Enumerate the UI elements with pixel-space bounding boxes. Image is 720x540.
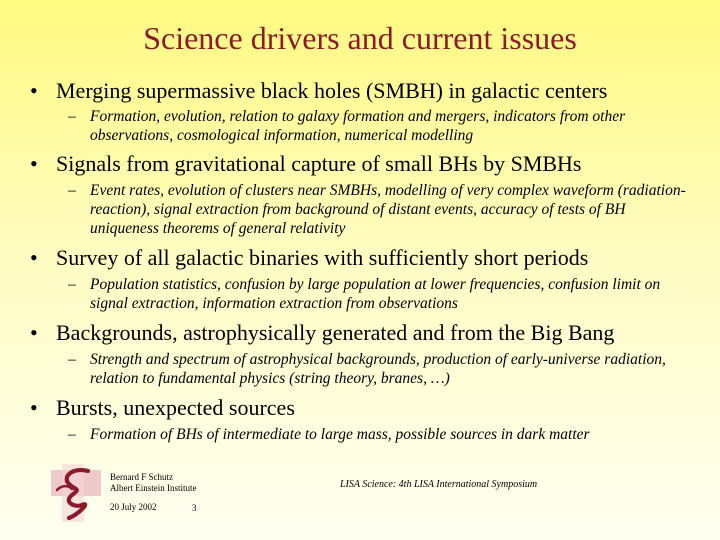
sub-item [68, 275, 688, 313]
bullet-item [30, 245, 588, 271]
sub-text: Formation of BHs of intermediate to large mass, possible sources in dark matter [90, 426, 590, 443]
sub-item [68, 181, 688, 238]
sub-dash: – [68, 351, 76, 368]
bullet-dot: • [30, 320, 38, 345]
footer-date: 20 July 2002 [110, 502, 157, 512]
sub-dash: – [68, 182, 76, 199]
footer-page-number: 3 [192, 503, 197, 513]
bullet-item [30, 151, 582, 177]
sub-text: Population statistics, confusion by large population at lower frequencies, confusion limit on signal extraction, information extraction from observations [90, 276, 661, 312]
bullet-item [30, 78, 607, 104]
sub-dash: – [68, 276, 76, 293]
bullet-dot: • [30, 78, 38, 103]
footer-author: Bernard F Schutz [110, 472, 173, 482]
bullet-item [30, 320, 614, 346]
footer-conference: LISA Science: 4th LISA International Symposium [340, 479, 538, 490]
sub-text: Formation, evolution, relation to galaxy formation and mergers, indicators from other observations, cosmological information, numerical modelling [90, 108, 626, 144]
sub-text: Event rates, evolution of clusters near SMBHs, modelling of very complex waveform (radiation-reaction), signal extraction from background of distant events, accuracy of tests of BH uniqueness theorems of general relativity [90, 182, 686, 237]
bullet-text: Backgrounds, astrophysically generated and from the Big Bang [56, 320, 615, 345]
bullet-text: Survey of all galactic binaries with sufficiently short periods [56, 245, 589, 270]
bullet-dot: • [30, 245, 38, 270]
bullet-dot: • [30, 395, 38, 420]
bullet-text: Bursts, unexpected sources [56, 395, 295, 420]
footer-institute: Albert Einstein Institute [110, 483, 197, 493]
sub-text: Strength and spectrum of astrophysical backgrounds, production of early-universe radiation, relation to fundamental physics (string theory, branes, …) [90, 351, 666, 387]
sub-dash: – [68, 426, 76, 443]
bullet-dot: • [30, 151, 38, 176]
bullet-text: Merging supermassive black holes (SMBH) in galactic centers [56, 78, 608, 103]
aei-logo-icon [48, 462, 106, 524]
sub-item [68, 425, 688, 444]
sub-item [68, 107, 688, 145]
bullet-text: Signals from gravitational capture of small BHs by SMBHs [56, 151, 582, 176]
bullet-item [30, 395, 295, 421]
sub-dash: – [68, 108, 76, 125]
sub-item [68, 350, 688, 388]
slide-title: Science drivers and current issues [143, 20, 577, 56]
